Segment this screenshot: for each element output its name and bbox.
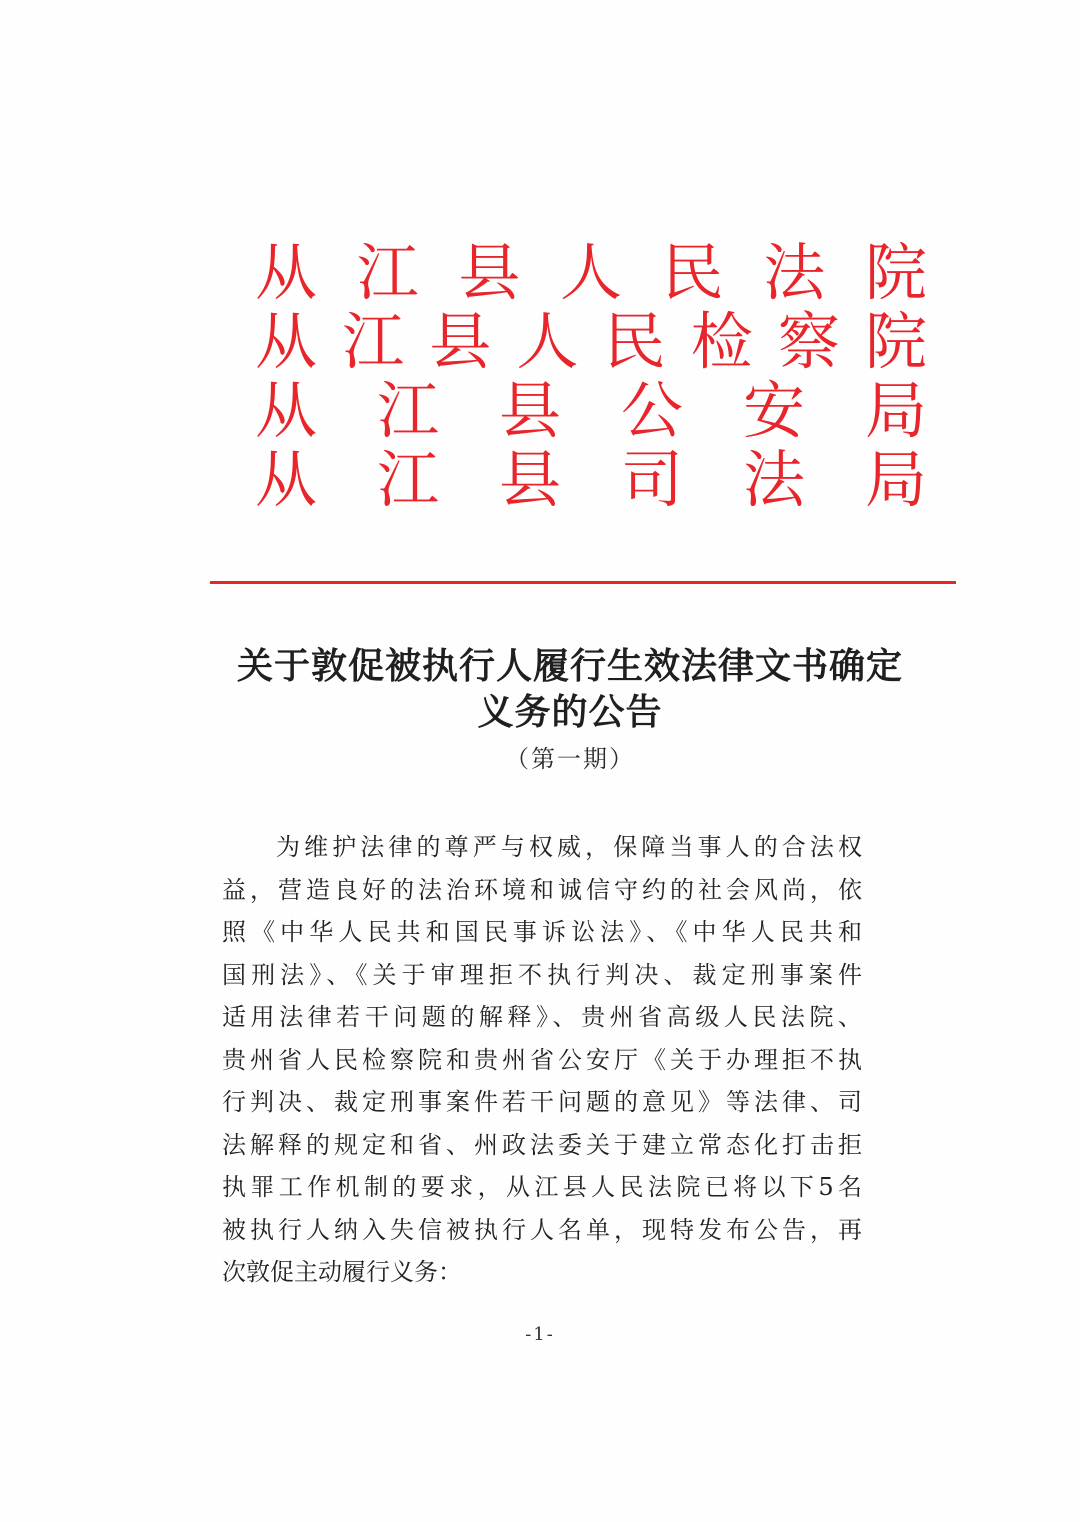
body-line: 行判决、裁定刑事案件若干问题的意见》等法律、司 <box>222 1088 862 1116</box>
letterhead-char: 院 <box>864 304 927 378</box>
issue-number: （第一期） <box>505 745 635 773</box>
letterhead-char: 江 <box>377 373 440 447</box>
letterhead-char: 院 <box>864 235 927 309</box>
letterhead-char: 安 <box>743 373 806 447</box>
letterhead-char: 从 <box>255 235 318 309</box>
letterhead-char: 法 <box>743 442 806 516</box>
letterhead <box>255 235 928 516</box>
body-line: 益，营造良好的法治环境和诚信守约的社会风尚，依 <box>222 875 862 904</box>
body-line: 适用法律若干问题的解释》、贵州省高级人民法院、 <box>222 1003 862 1031</box>
body-line: 贵州省人民检察院和贵州省公安厅《关于办理拒不执 <box>222 1045 862 1074</box>
letterhead-divider <box>210 581 956 584</box>
letterhead-char: 江 <box>377 442 440 516</box>
letterhead-char: 民 <box>603 304 666 378</box>
letterhead-char: 局 <box>865 442 928 516</box>
body-line: 法解释的规定和省、州政法委关于建立常态化打击拒 <box>222 1130 862 1159</box>
letterhead-char: 局 <box>865 373 928 447</box>
letterhead-char: 江 <box>356 235 419 309</box>
org-line-justice-bureau <box>255 442 928 516</box>
letterhead-char: 江 <box>342 304 405 378</box>
letterhead-char: 察 <box>777 304 840 378</box>
letterhead-char: 检 <box>690 304 753 378</box>
letterhead-char: 司 <box>621 442 684 516</box>
letterhead-char: 民 <box>661 235 724 309</box>
document-title <box>150 644 990 736</box>
letterhead-char: 从 <box>255 373 318 447</box>
body-line: 执罪工作机制的要求，从江县人民法院已将以下5名 <box>222 1173 862 1201</box>
letterhead-char: 从 <box>255 442 318 516</box>
body-line: 次敦促主动履行义务： <box>222 1258 462 1286</box>
org-line-public-security <box>255 373 928 447</box>
title-line-2: 义务的公告 <box>477 692 663 733</box>
body-line: 照《中华人民共和国民事诉讼法》、《中华人民共和 <box>222 918 862 946</box>
letterhead-char: 县 <box>458 235 521 309</box>
letterhead-char: 县 <box>499 442 562 516</box>
org-line-procuratorate <box>255 304 927 378</box>
letterhead-char: 公 <box>621 373 684 447</box>
org-line-court <box>255 235 927 309</box>
letterhead-char: 法 <box>763 235 826 309</box>
letterhead-char: 县 <box>429 304 492 378</box>
page-number: -1- <box>525 1324 555 1345</box>
letterhead-char: 人 <box>559 235 622 309</box>
title-line-1: 关于敦促被执行人履行生效法律文书确定 <box>236 646 903 687</box>
letterhead-char: 从 <box>255 304 318 378</box>
letterhead-char: 县 <box>499 373 562 447</box>
body-paragraph <box>222 826 862 1294</box>
body-line: 国刑法》、《关于审理拒不执行判决、裁定刑事案件 <box>222 960 862 989</box>
body-line: 被执行人纳入失信被执行人名单，现特发布公告，再 <box>222 1215 862 1244</box>
letterhead-char: 人 <box>516 304 579 378</box>
body-line: 为维护法律的尊严与权威，保障当事人的合法权 <box>276 833 862 861</box>
